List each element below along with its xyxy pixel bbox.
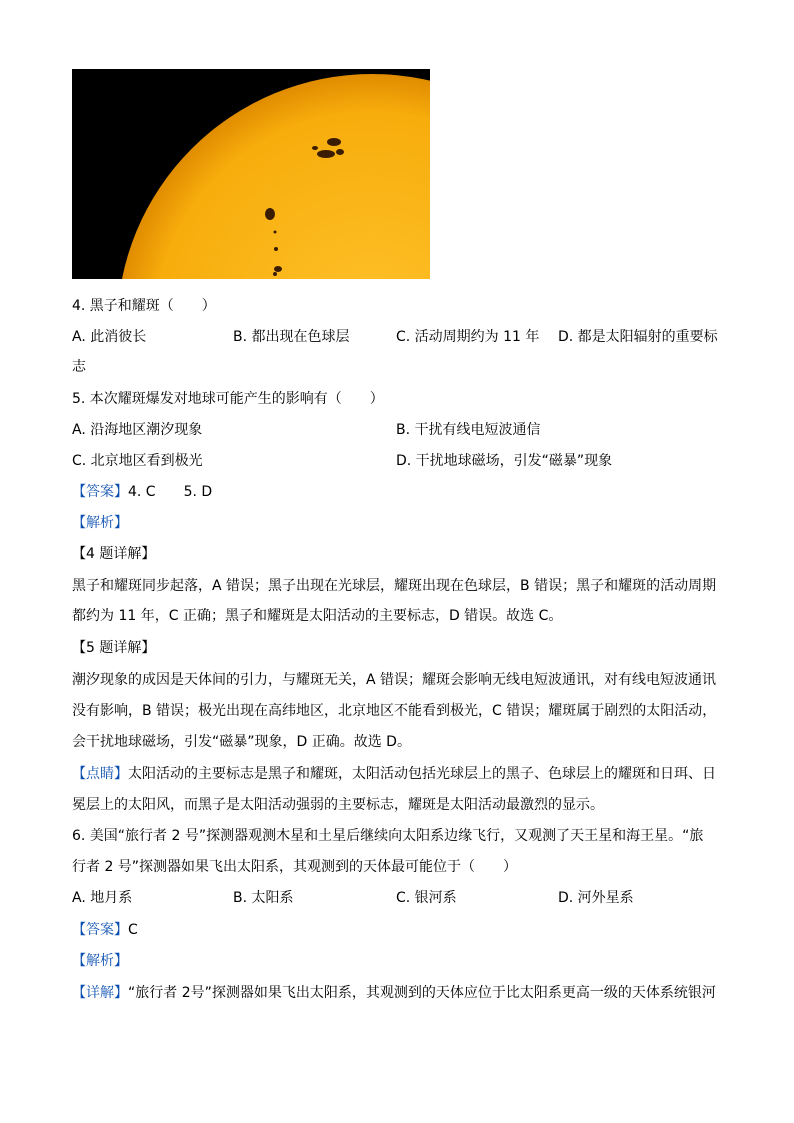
answer-text: C bbox=[128, 922, 138, 938]
analysis-tag: 【解析】 bbox=[72, 515, 128, 531]
q6-option-b: B. 太阳系 bbox=[233, 890, 294, 906]
q5-stem: 5. 本次耀斑爆发对地球可能产生的影响有（ ） bbox=[72, 391, 384, 407]
detail5-line-3: 会干扰地球磁场，引发“磁暴”现象，D 正确。故选 D。 bbox=[72, 734, 411, 750]
q6-stem-line-2: 行者 2 号”探测器如果飞出太阳系，其观测到的天体最可能位于（ ） bbox=[72, 859, 518, 875]
answer-tag: 【答案】 bbox=[72, 484, 128, 500]
q4-option-a: A. 此消彼长 bbox=[72, 329, 147, 345]
detail5-line-1: 潮汐现象的成因是天体间的引力，与耀斑无关，A 错误；耀斑会影响无线电短波通讯，对有线电短波通讯 bbox=[72, 672, 717, 688]
detail-tag: 【详解】 bbox=[72, 985, 128, 1001]
detail5-line-2: 没有影响，B 错误；极光出现在高纬地区，北京地区不能看到极光，C 错误；耀斑属于剧烈的太阳活动， bbox=[72, 703, 717, 719]
answer-text: 4. C 5. D bbox=[128, 484, 213, 500]
q6-option-d: D. 河外星系 bbox=[558, 890, 634, 906]
sun-image bbox=[72, 69, 430, 279]
q5-option-b: B. 干扰有线电短波通信 bbox=[396, 422, 541, 438]
q6-option-a: A. 地月系 bbox=[72, 890, 133, 906]
highlight-line-1 bbox=[72, 764, 716, 784]
q4-option-b: B. 都出现在色球层 bbox=[233, 329, 350, 345]
answer-tag: 【答案】 bbox=[72, 922, 128, 938]
q5-option-d: D. 干扰地球磁场，引发“磁暴”现象 bbox=[396, 453, 613, 469]
detail6-line bbox=[72, 983, 716, 1003]
q4-stem: 4. 黑子和耀斑（ ） bbox=[72, 298, 216, 314]
q5-option-c: C. 北京地区看到极光 bbox=[72, 453, 203, 469]
highlight-text-1: 太阳活动的主要标志是黑子和耀斑，太阳活动包括光球层上的黑子、色球层上的耀斑和日珥、日 bbox=[128, 766, 716, 782]
analysis-tag-1 bbox=[72, 513, 128, 533]
sun-photo bbox=[72, 69, 430, 279]
q4-option-d-wrap: 志 bbox=[72, 359, 86, 375]
q6-stem-line-1: 6. 美国“旅行者 2 号”探测器观测木星和土星后继续向太阳系边缘飞行，又观测了天王星和海王星。“旅 bbox=[72, 828, 704, 844]
detail4-heading: 【4 题详解】 bbox=[72, 546, 156, 562]
answer-block-2 bbox=[72, 920, 138, 940]
q5-option-a: A. 沿海地区潮汐现象 bbox=[72, 422, 203, 438]
analysis-tag: 【解析】 bbox=[72, 953, 128, 969]
detail4-line-2: 都约为 11 年，C 正确；黑子和耀斑是太阳活动的主要标志，D 错误。故选 C。 bbox=[72, 608, 563, 624]
detail5-heading: 【5 题详解】 bbox=[72, 640, 156, 656]
highlight-tag: 【点睛】 bbox=[72, 766, 128, 782]
highlight-line-2: 冕层上的太阳风，而黑子是太阳活动强弱的主要标志，耀斑是太阳活动最激烈的显示。 bbox=[72, 797, 604, 813]
q6-option-c: C. 银河系 bbox=[396, 890, 457, 906]
answer-block-1 bbox=[72, 482, 212, 502]
detail4-line-1: 黑子和耀斑同步起落，A 错误；黑子出现在光球层，耀斑出现在色球层，B 错误；黑子和耀斑的活动周期 bbox=[72, 578, 717, 594]
q4-option-d: D. 都是太阳辐射的重要标 bbox=[558, 329, 718, 345]
analysis-tag-2 bbox=[72, 951, 128, 971]
q4-option-c: C. 活动周期约为 11 年 bbox=[396, 329, 540, 345]
detail6-text: “旅行者 2号”探测器如果飞出太阳系，其观测到的天体应位于比太阳系更高一级的天体系统银河 bbox=[128, 985, 716, 1001]
